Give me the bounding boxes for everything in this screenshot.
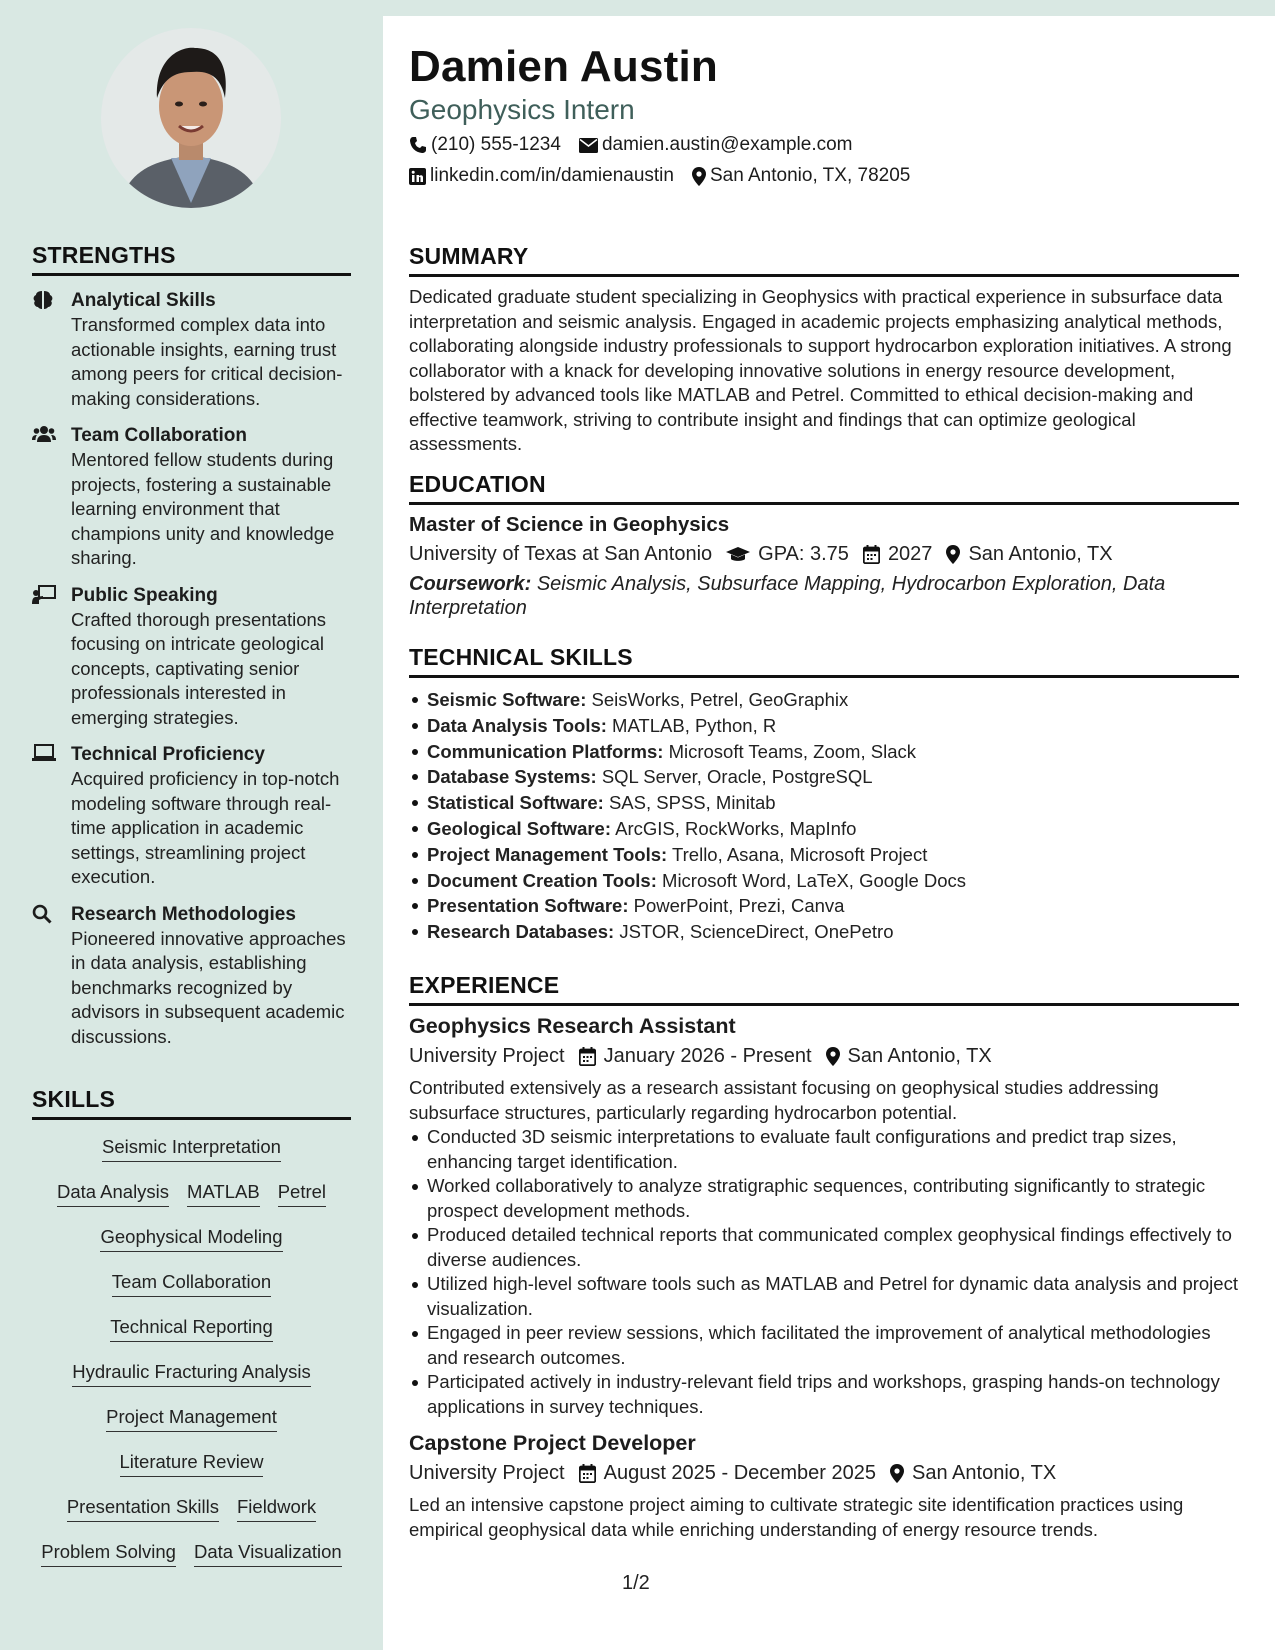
job-dates	[579, 1045, 812, 1068]
skill-label: Research Databases:	[427, 921, 615, 943]
calendar-icon	[579, 1464, 596, 1483]
coursework-text: Seismic Analysis, Subsurface Mapping, Hydrocarbon Exploration, Data Interpretation	[409, 573, 1166, 619]
main-content	[383, 16, 1275, 1650]
skill-value: Trello, Asana, Microsoft Project	[672, 843, 928, 865]
list-item	[409, 842, 1239, 868]
skills-tags	[32, 1132, 351, 1582]
job-org-text: University Project	[409, 1462, 565, 1484]
list-item: Worked collaboratively to analyze stratigraphic sequences, contributing significantly to strategic prospect development methods.	[409, 1174, 1239, 1223]
year-text: 2027	[887, 543, 933, 565]
map-pin-icon	[890, 1464, 904, 1483]
list-item	[409, 816, 1239, 842]
job-dates	[579, 1462, 876, 1485]
phone-icon	[409, 136, 427, 154]
education-section	[409, 471, 1239, 620]
job-org-text: University Project	[409, 1045, 565, 1067]
users-icon	[32, 425, 56, 447]
skill-tag: Petrel	[278, 1177, 326, 1207]
location-contact	[692, 165, 910, 187]
technical-skills-section	[409, 644, 1239, 945]
skill-value: SAS, SPSS, Minitab	[608, 792, 776, 814]
skill-value: PowerPoint, Prezi, Canva	[633, 895, 845, 917]
envelope-icon	[579, 138, 598, 153]
list-item	[409, 868, 1239, 894]
list-item: Utilized high-level software tools such as MATLAB and Petrel for dynamic data analysis and project visualization.	[409, 1272, 1239, 1321]
education-heading: EDUCATION	[409, 471, 1239, 505]
job-meta	[409, 1045, 1239, 1068]
email-contact[interactable]	[579, 134, 853, 156]
summary-text: Dedicated graduate student specializing in Geophysics with practical experience in subsurface data interpretation and seismic analysis. Engaged in academic projects emphasizing analytical methods, collaborating alongside industry professionals to support hydrocarbon exploration initiatives. A strong collaborator with a knack for developing innovative solutions in energy resource development, bolstered by advanced tools like MATLAB and Petrel. Committed to ethical decision-making and effective teamwork, striving to contribute insight and findings that can optimize geological assessments.	[409, 286, 1232, 454]
strength-title: Technical Proficiency	[71, 744, 265, 765]
strength-title: Research Methodologies	[71, 903, 296, 925]
page-number: 1/2	[622, 1572, 650, 1594]
job-title: Capstone Project Developer	[409, 1431, 696, 1455]
skill-tag: Hydraulic Fracturing Analysis	[72, 1357, 311, 1387]
strength-desc: Mentored fellow students during projects, fostering a sustainable learning environment that champions unity and knowledge sharing.	[71, 449, 335, 568]
map-pin-icon	[692, 167, 706, 186]
job-location	[890, 1462, 1056, 1485]
skill-tag: Project Management	[106, 1402, 277, 1432]
skill-tag: MATLAB	[187, 1177, 260, 1207]
skill-tag: Geophysical Modeling	[100, 1222, 282, 1252]
job-location-text: San Antonio, TX	[847, 1045, 992, 1067]
job-entry	[409, 1014, 1239, 1419]
gpa	[726, 543, 849, 566]
strength-desc: Pioneered innovative approaches in data analysis, establishing benchmarks recognized by advisors in subsequent academic discussions.	[71, 927, 346, 1047]
skill-value: ArcGIS, RockWorks, MapInfo	[615, 817, 857, 839]
job-title: Geophysics Research Assistant	[409, 1014, 736, 1038]
strength-title: Analytical Skills	[71, 290, 216, 311]
skill-tag: Technical Reporting	[110, 1312, 272, 1342]
skill-value: SQL Server, Oracle, PostgreSQL	[601, 766, 873, 788]
list-item	[409, 739, 1239, 765]
skill-value: JSTOR, ScienceDirect, OnePetro	[619, 921, 894, 943]
linkedin-contact[interactable]	[409, 165, 674, 187]
profile-photo	[101, 28, 281, 208]
skill-label: Geological Software:	[427, 817, 612, 839]
list-item: Engaged in peer review sessions, which facilitated the improvement of analytical methodologies and research outcomes.	[409, 1321, 1239, 1370]
map-pin-icon	[826, 1047, 840, 1066]
skill-tag: Literature Review	[120, 1447, 264, 1477]
job-location-text: San Antonio, TX	[912, 1462, 1057, 1484]
job-dates-text: January 2026 - Present	[603, 1045, 812, 1067]
technical-skills-list	[409, 687, 1239, 945]
strength-desc: Crafted thorough presentations focusing on intricate geological concepts, captivating senior professionals interested in emerging strategies.	[71, 608, 327, 728]
strength-item	[32, 288, 351, 411]
contact-row-1	[409, 134, 871, 156]
skill-label: Database Systems:	[427, 766, 597, 788]
skill-value: Microsoft Word, LaTeX, Google Docs	[662, 869, 967, 891]
list-item	[409, 713, 1239, 739]
laptop-icon	[32, 744, 56, 766]
job-intro: Led an intensive capstone project aiming to cultivate strategic site identification practices using empirical geophysical data while enriching understanding of energy resource trends.	[409, 1494, 1184, 1540]
skill-tag: Data Visualization	[194, 1537, 342, 1567]
skill-value: Microsoft Teams, Zoom, Slack	[668, 740, 916, 762]
strength-desc: Acquired proficiency in top-notch modeling software through real-time application in academic settings, streamlining project execution.	[71, 768, 340, 887]
job-org	[409, 1462, 565, 1485]
skill-tag: Problem Solving	[41, 1537, 176, 1567]
strength-item	[32, 583, 351, 731]
experience-section	[409, 972, 1239, 1542]
search-icon	[32, 904, 56, 926]
degree-title: Master of Science in Geophysics	[409, 513, 730, 536]
gpa-text: GPA: 3.75	[758, 543, 849, 565]
graduation-cap-icon	[726, 546, 750, 564]
skill-label: Project Management Tools:	[427, 843, 668, 865]
skills-section	[32, 1086, 351, 1582]
list-item: Conducted 3D seismic interpretations to evaluate fault configurations and predict trap sizes, enhancing target identification.	[409, 1125, 1239, 1174]
phone-text: (210) 555-1234	[431, 134, 561, 155]
job-entry	[409, 1431, 1239, 1542]
strengths-heading: STRENGTHS	[32, 242, 351, 276]
skill-label: Data Analysis Tools:	[427, 714, 607, 736]
skill-tag: Fieldwork	[237, 1492, 316, 1522]
calendar-icon	[863, 545, 880, 564]
job-meta	[409, 1462, 1239, 1485]
email-text[interactable]: damien.austin@example.com	[601, 134, 853, 155]
strength-item	[32, 742, 351, 890]
strength-desc: Transformed complex data into actionable insights, earning trust among peers for critical decision-making considerations.	[71, 314, 343, 409]
list-item	[409, 790, 1239, 816]
school-text: University of Texas at San Antonio	[409, 543, 713, 565]
job-location	[826, 1045, 992, 1068]
map-pin-icon	[946, 545, 960, 564]
summary-heading: SUMMARY	[409, 243, 1239, 277]
list-item: Produced detailed technical reports that communicated complex geophysical findings effectively to diverse audiences.	[409, 1223, 1239, 1272]
strength-item	[32, 423, 351, 571]
strength-item	[32, 902, 351, 1050]
brain-icon	[32, 290, 56, 312]
presentation-icon	[32, 585, 56, 607]
experience-heading: EXPERIENCE	[409, 972, 1239, 1006]
coursework-label: Coursework:	[409, 573, 532, 595]
education-meta	[409, 543, 1239, 566]
location-text: San Antonio, TX, 78205	[709, 165, 911, 186]
school-name	[409, 543, 712, 566]
strengths-section	[32, 242, 351, 1049]
contact-row-2	[409, 165, 928, 187]
calendar-icon	[579, 1047, 596, 1066]
list-item	[409, 893, 1239, 919]
skill-value: SeisWorks, Petrel, GeoGraphix	[591, 689, 849, 710]
candidate-name: Damien Austin	[409, 42, 719, 91]
skill-label: Document Creation Tools:	[427, 869, 657, 891]
coursework	[409, 572, 1239, 620]
job-intro: Contributed extensively as a research assistant focusing on geophysical studies addressing subsurface structures, particularly regarding hydrocarbon potential.	[409, 1077, 1159, 1123]
job-org	[409, 1045, 565, 1068]
list-item	[409, 764, 1239, 790]
summary-section	[409, 243, 1239, 457]
job-bullets	[409, 1125, 1239, 1419]
grad-year	[863, 543, 933, 566]
skill-label: Statistical Software:	[427, 792, 604, 814]
skill-label: Communication Platforms:	[427, 740, 664, 762]
school-location-text: San Antonio, TX	[968, 543, 1113, 565]
strength-title: Public Speaking	[71, 584, 218, 606]
linkedin-text[interactable]: linkedin.com/in/damienaustin	[430, 165, 674, 186]
strength-title: Team Collaboration	[71, 425, 247, 446]
list-item	[409, 919, 1239, 945]
skills-heading: SKILLS	[32, 1086, 351, 1120]
sidebar	[0, 0, 383, 1650]
technical-skills-heading: TECHNICAL SKILLS	[409, 644, 1239, 678]
skill-label: Presentation Software:	[427, 895, 629, 917]
skill-tag: Seismic Interpretation	[102, 1132, 281, 1162]
skill-tag: Data Analysis	[57, 1177, 169, 1207]
skill-label: Seismic Software:	[427, 689, 587, 710]
skill-tag: Team Collaboration	[112, 1267, 271, 1297]
school-location	[946, 543, 1112, 566]
linkedin-icon	[409, 168, 426, 185]
list-item: Participated actively in industry-relevant field trips and workshops, grasping hands-on technology applications in survey techniques.	[409, 1370, 1239, 1419]
candidate-title: Geophysics Intern	[409, 94, 635, 125]
skill-tag: Presentation Skills	[67, 1492, 219, 1522]
job-dates-text: August 2025 - December 2025	[603, 1462, 877, 1484]
phone-contact	[409, 134, 561, 156]
list-item	[409, 687, 1239, 713]
skill-value: MATLAB, Python, R	[612, 714, 777, 736]
